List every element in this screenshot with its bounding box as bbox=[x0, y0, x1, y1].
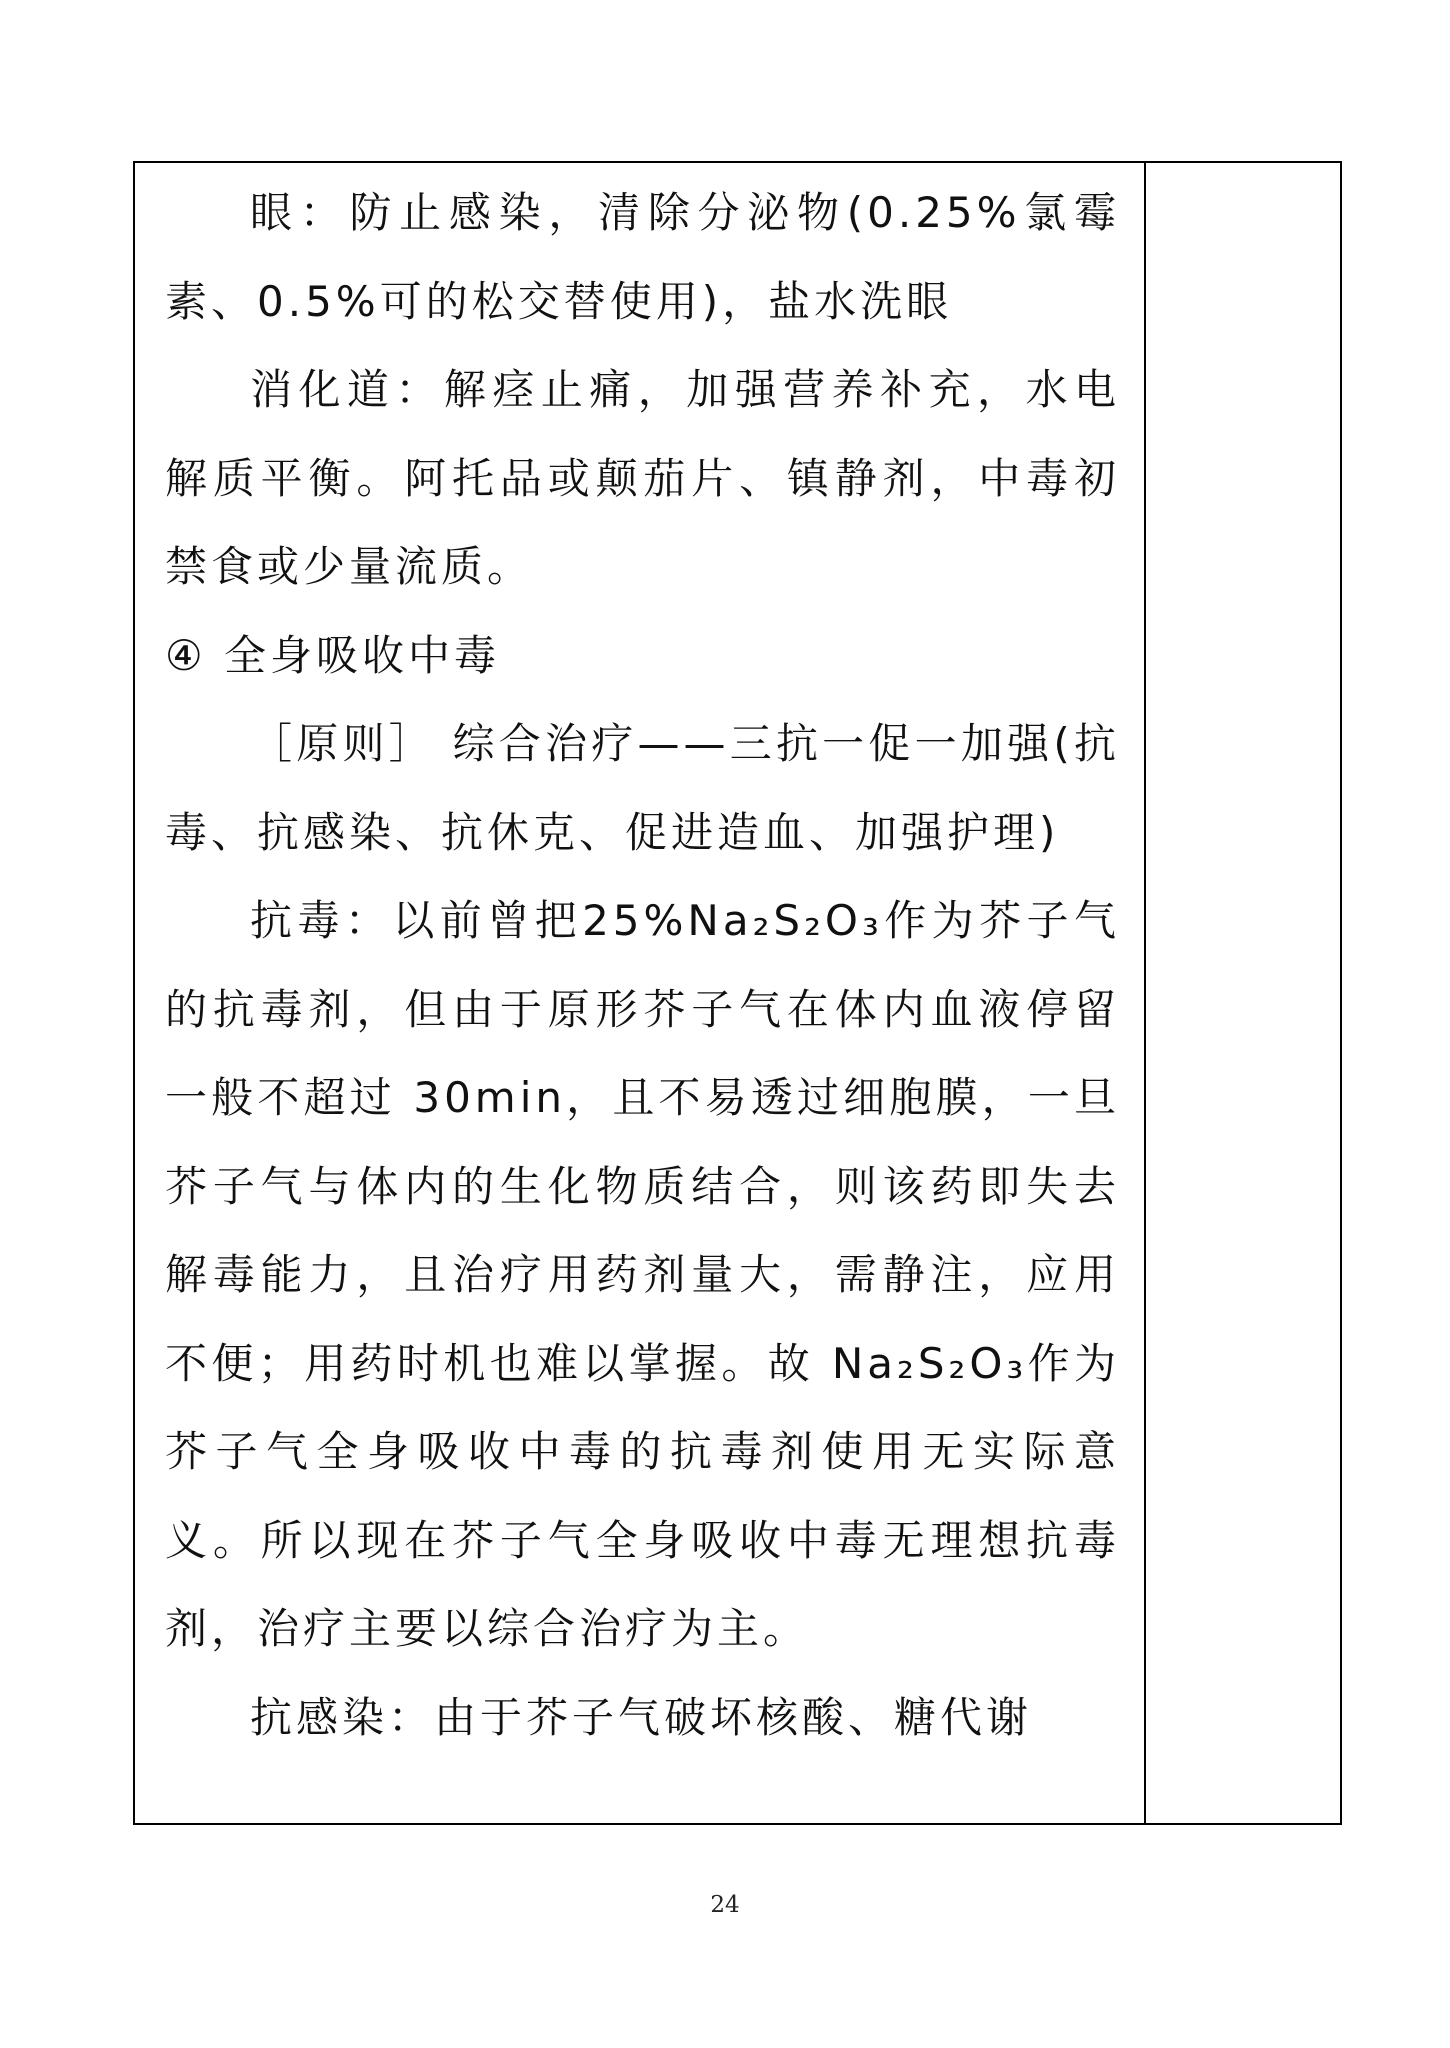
paragraph-anti-infection: 抗感染：由于芥子气破坏核酸、糖代谢 bbox=[250, 1692, 1033, 1742]
paragraph-digestive-treatment: 消化道：解痉止痛，加强营养补充，水电解质平衡。阿托品或颠茄片、镇静剂，中毒初禁食或少量流质。 bbox=[165, 365, 1120, 591]
section-heading-systemic-poisoning: ④ 全身吸收中毒 bbox=[165, 630, 501, 680]
page-number: 24 bbox=[710, 1892, 740, 1918]
main-text-cell bbox=[165, 169, 1120, 1762]
paragraph-antidote: 抗毒：以前曾把25%Na₂S₂O₃作为芥子气的抗毒剂，但由于原形芥子气在体内血液停留一般不超过 30min，且不易透过细胞膜，一旦芥子气与体内的生化物质结合，则该药即失去解毒能力，且治疗用药剂量大，需静注，应用不便；用药时机也难以掌握。故 Na₂S₂O₃作为芥子气全身吸收中毒的抗毒剂使用无实际意义。所以现在芥子气全身吸收中毒无理想抗毒剂，治疗主要以综合治疗为主。 bbox=[165, 896, 1120, 1653]
paragraph-principle: ［原则］ 综合治疗——三抗一促一加强(抗毒、抗感染、抗休克、促进造血、加强护理) bbox=[165, 719, 1120, 857]
paragraph-eye-treatment: 眼：防止感染，清除分泌物(0.25%氯霉素、0.5%可的松交替使用)，盐水洗眼 bbox=[165, 188, 1120, 326]
side-notes-cell bbox=[1146, 163, 1340, 1823]
content-table bbox=[133, 161, 1342, 1825]
